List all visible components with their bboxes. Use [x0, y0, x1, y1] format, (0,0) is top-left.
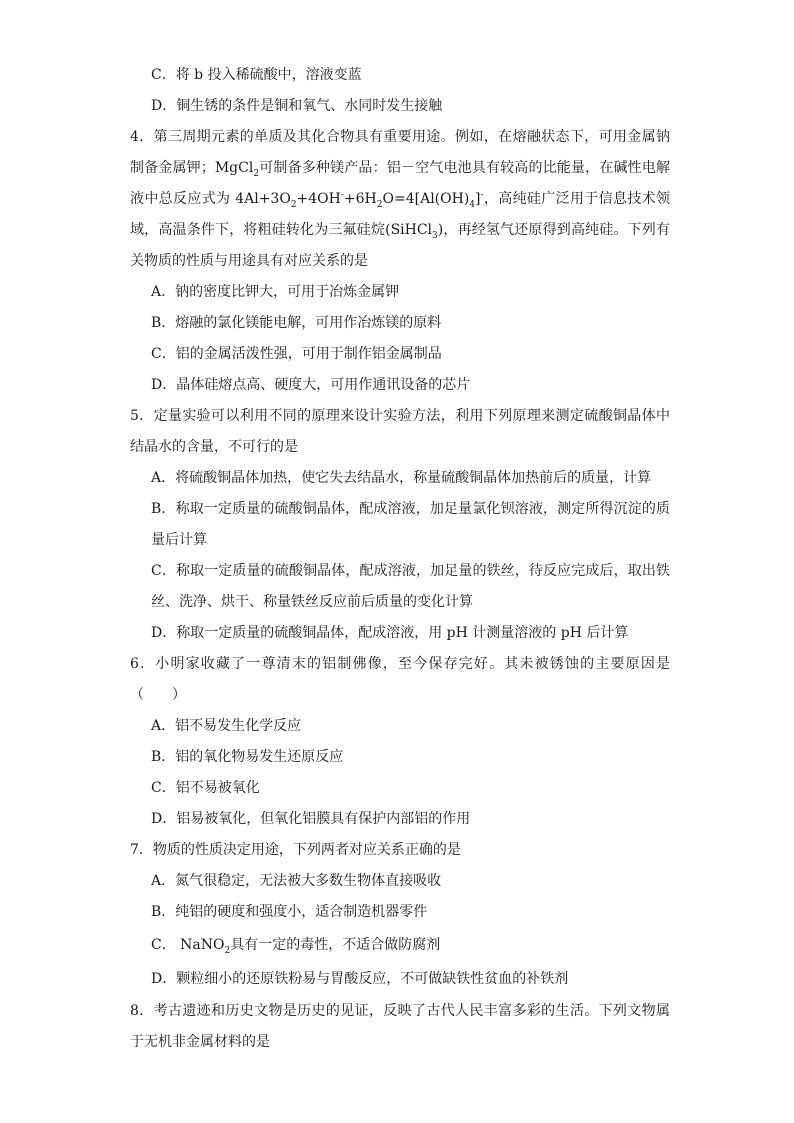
q5-option-d: D．称取一定质量的硫酸铜晶体，配成溶液，用 pH 计测量溶液的 pH 后计算 [151, 625, 629, 641]
q7-stem: 7．物质的性质决定用途，下列两者对应关系正确的是 [130, 842, 461, 858]
q4-option-d: D．晶体硅熔点高、硬度大，可用作通讯设备的芯片 [151, 377, 471, 393]
q7-number: 7． [130, 842, 153, 858]
q5-number: 5． [130, 408, 154, 424]
q8-stem: 8．考古遗迹和历史文物是历史的见证，反映了古代人民丰富多彩的生活。下列文物属于无机非金属材料的是 [130, 1003, 670, 1050]
q6-option-a: A．铝不易发生化学反应 [151, 718, 302, 734]
q4-number: 4． [130, 129, 154, 145]
q4-option-a: A．钠的密度比钾大，可用于冶炼金属钾 [151, 284, 400, 300]
q6-option-c: C．铝不易被氧化 [151, 780, 260, 796]
q4-stem: 4．第三周期元素的单质及其化合物具有重要用途。例如，在熔融状态下，可用金属钠制备金属钾；MgCl$_2$可制备多种镁产品：铝－空气电池具有较高的比能量，在碱性电解液中总反应式为 $4Al+3O_2+4OH^-+6H_2O=4[Al(OH)_4]^-$，高纯硅广泛用于信息技术领域，高温条件下，将粗硅转化为三氟硅烷(SiHCl$_3$)，再经氢气还原得到高纯硅。下列有关物质的性质与用途具有对应关系的是 [130, 129, 671, 269]
q7-option-b: B．纯铝的硬度和强度小，适合制造机器零件 [151, 904, 428, 920]
exam-page [130, 60, 670, 1058]
q5-option-a: A．将硫酸铜晶体加热，使它失去结晶水，称量硫酸铜晶体加热前后的质量，计算 [151, 470, 652, 486]
q5-stem: 5．定量实验可以利用不同的原理来设计实验方法，利用下列原理来测定硫酸铜晶体中结晶水的含量，不可行的是 [130, 408, 670, 455]
q6-option-d: D．铝易被氧化，但氧化铝膜具有保护内部铝的作用 [151, 811, 471, 827]
q6-number: 6． [130, 656, 156, 672]
q6-option-b: B．铝的氧化物易发生还原反应 [151, 749, 344, 765]
q3-option-c: C．将 b 投入稀硫酸中，溶液变蓝 [151, 67, 362, 83]
q3-option-d: D．铜生锈的条件是铜和氧气、水同时发生接触 [151, 98, 443, 114]
q5-option-c: C．称取一定质量的硫酸铜晶体，配成溶液，加足量的铁丝，待反应完成后，取出铁丝、洗净、烘干、称量铁丝反应前后质量的变化计算 [151, 563, 670, 610]
q7-option-d: D．颗粒细小的还原铁粉易与胃酸反应，不可做缺铁性贫血的补铁剂 [151, 971, 569, 987]
q7-option-c: C． NaNO$_2$具有一定的毒性，不适合做防腐剂 [151, 937, 441, 956]
q4-option-b: B．熔融的氯化镁能电解，可用作冶炼镁的原料 [151, 315, 442, 331]
q5-option-b: B．称取一定质量的硫酸铜晶体，配成溶液，加足量氯化钡溶液，测定所得沉淀的质量后计算 [151, 501, 671, 548]
q4-option-c: C．铝的金属活泼性强，可用于制作铝金属制品 [151, 346, 442, 362]
q6-stem: 6．小明家收藏了一尊清末的铝制佛像，至今保存完好。其未被锈蚀的主要原因是（ ） [130, 656, 670, 703]
q8-number: 8． [130, 1003, 154, 1019]
q7-option-a: A．氮气很稳定，无法被大多数生物体直接吸收 [151, 873, 442, 889]
